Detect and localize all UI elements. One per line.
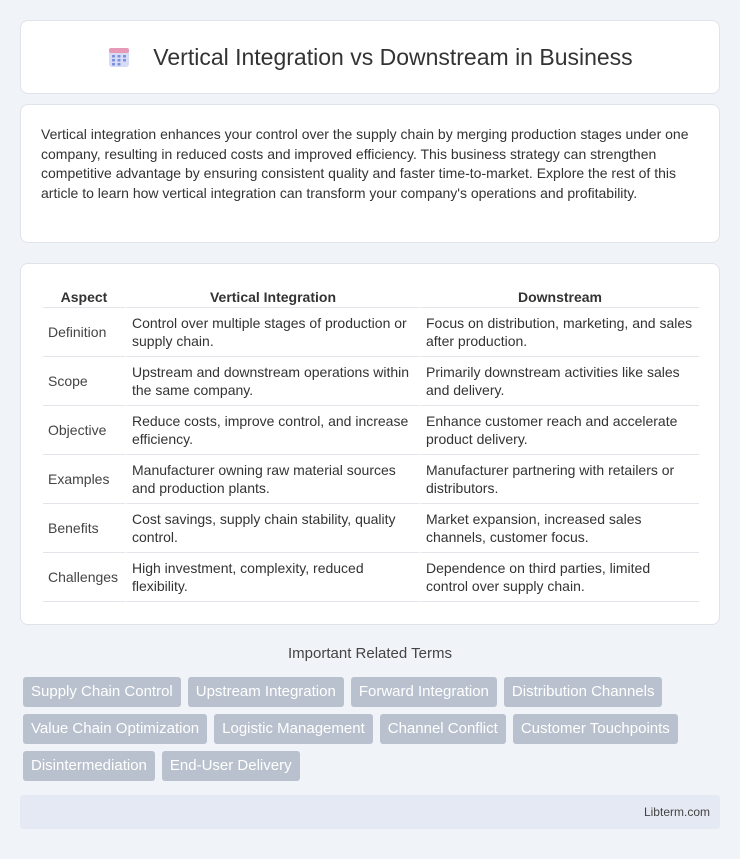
row-aspect: Benefits	[43, 504, 125, 553]
row-aspect: Definition	[43, 308, 125, 357]
related-term-tag[interactable]: Distribution Channels	[504, 677, 663, 707]
row-vertical-integration: High investment, complexity, reduced flexibility.	[125, 553, 419, 602]
row-vertical-integration: Upstream and downstream operations within the same company.	[125, 357, 419, 406]
related-term-tag[interactable]: Supply Chain Control	[23, 677, 181, 707]
related-term-tag[interactable]: End-User Delivery	[162, 751, 300, 781]
title-card	[20, 20, 720, 94]
row-downstream: Primarily downstream activities like sales and delivery.	[419, 357, 699, 406]
row-vertical-integration: Reduce costs, improve control, and increase efficiency.	[125, 406, 419, 455]
row-downstream: Enhance customer reach and accelerate product delivery.	[419, 406, 699, 455]
table-header-row	[43, 286, 699, 308]
calendar-grid-icon	[107, 45, 131, 69]
related-term-tag[interactable]: Upstream Integration	[188, 677, 344, 707]
table-row	[43, 308, 699, 357]
row-vertical-integration: Manufacturer owning raw material sources and production plants.	[125, 455, 419, 504]
header-vertical-integration: Vertical Integration	[125, 286, 419, 308]
row-downstream: Dependence on third parties, limited control over supply chain.	[419, 553, 699, 602]
related-terms-title: Important Related Terms	[288, 645, 452, 662]
row-aspect: Challenges	[43, 553, 125, 602]
footer-site-link[interactable]: Libterm.com	[643, 805, 710, 819]
related-term-tag[interactable]: Forward Integration	[351, 677, 497, 707]
intro-card	[20, 104, 720, 243]
row-downstream: Market expansion, increased sales channels, customer focus.	[419, 504, 699, 553]
related-term-tag[interactable]: Customer Touchpoints	[513, 714, 678, 744]
comparison-card	[20, 263, 720, 625]
related-term-tag[interactable]: Value Chain Optimization	[23, 714, 207, 744]
table-row	[43, 455, 699, 504]
row-vertical-integration: Control over multiple stages of production or supply chain.	[125, 308, 419, 357]
comparison-table	[43, 286, 699, 602]
row-downstream: Focus on distribution, marketing, and sales after production.	[419, 308, 699, 357]
row-aspect: Examples	[43, 455, 125, 504]
related-term-tag[interactable]: Channel Conflict	[380, 714, 506, 744]
table-row	[43, 553, 699, 602]
row-vertical-integration: Cost savings, supply chain stability, quality control.	[125, 504, 419, 553]
row-aspect: Objective	[43, 406, 125, 455]
table-row	[43, 504, 699, 553]
table-row	[43, 357, 699, 406]
related-term-tag[interactable]: Logistic Management	[214, 714, 373, 744]
footer	[20, 795, 720, 829]
row-downstream: Manufacturer partnering with retailers or distributors.	[419, 455, 699, 504]
header-aspect: Aspect	[43, 286, 125, 308]
related-terms-list	[23, 677, 723, 788]
row-aspect: Scope	[43, 357, 125, 406]
page-title: Vertical Integration vs Downstream in Business	[153, 43, 633, 70]
intro-paragraph: Vertical integration enhances your control over the supply chain by merging production stages under one company, resulting in reduced costs and improved efficiency. This business strategy can strengthen competitive advantage by ensuring consistent quality and faster time-to-market. Explore the rest of this article to learn how vertical integration can transform your company's operations and profitability.	[41, 126, 689, 201]
header-downstream: Downstream	[419, 286, 699, 308]
related-term-tag[interactable]: Disintermediation	[23, 751, 155, 781]
table-row	[43, 406, 699, 455]
